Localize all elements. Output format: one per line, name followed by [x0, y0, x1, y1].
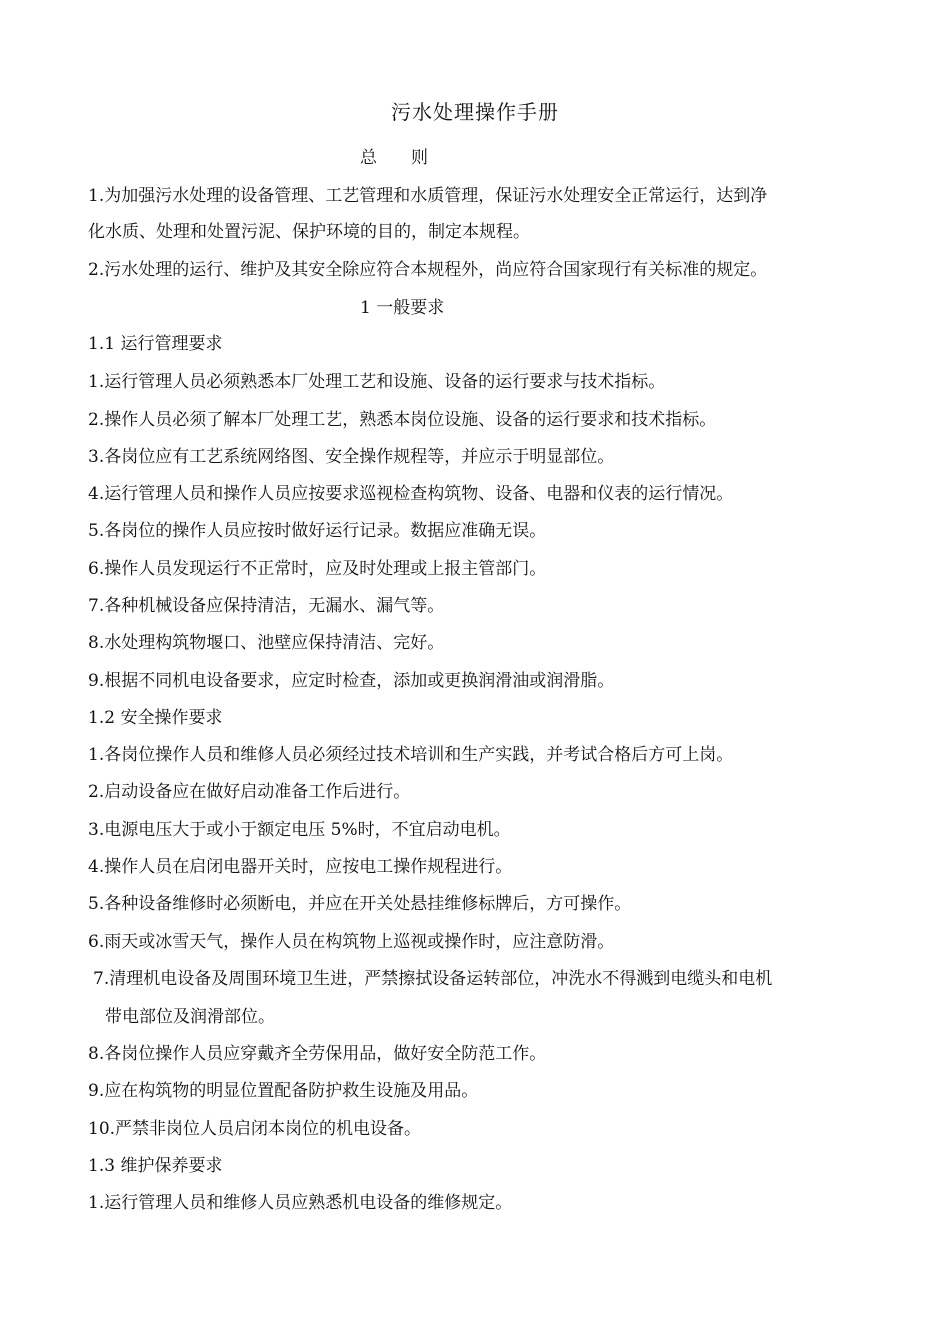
- section-1-heading: 1 一般要求: [360, 298, 445, 318]
- subsection-1-1-heading: 1.1 运行管理要求: [88, 334, 223, 354]
- list-item-1-1-6: 6.操作人员发现运行不正常时，应及时处理或上报主管部门。: [88, 559, 547, 579]
- list-item-1-1-9: 9.根据不同机电设备要求，应定时检查，添加或更换润滑油或润滑脂。: [88, 671, 615, 691]
- list-item-1-1-4: 4.运行管理人员和操作人员应按要求巡视检查构筑物、设备、电器和仪表的运行情况。: [88, 484, 734, 504]
- general-paragraph-2: 2.污水处理的运行、维护及其安全除应符合本规程外，尚应符合国家现行有关标准的规定。: [88, 260, 768, 280]
- document-title: 污水处理操作手册: [391, 100, 559, 124]
- list-item-1-1-8: 8.水处理构筑物堰口、池壁应保持清洁、完好。: [88, 633, 445, 653]
- list-item-1-2-2: 2.启动设备应在做好启动准备工作后进行。: [88, 782, 411, 802]
- list-item-1-2-4: 4.操作人员在启闭电器开关时，应按电工操作规程进行。: [88, 857, 513, 877]
- subsection-1-3-heading: 1.3 维护保养要求: [88, 1156, 223, 1176]
- list-item-1-2-8: 8.各岗位操作人员应穿戴齐全劳保用品，做好安全防范工作。: [88, 1044, 547, 1064]
- list-item-1-2-3: 3.电源电压大于或小于额定电压 5%时，不宜启动电机。: [88, 820, 511, 840]
- list-item-1-2-1: 1.各岗位操作人员和维修人员必须经过技术培训和生产实践，并考试合格后方可上岗。: [88, 745, 734, 765]
- list-item-1-2-7-line-2: 带电部位及润滑部位。: [105, 1007, 275, 1027]
- list-item-1-2-5: 5.各种设备维修时必须断电，并应在开关处悬挂维修标牌后，方可操作。: [88, 894, 632, 914]
- general-paragraph-1-line-2: 化水质、处理和处置污泥、保护环境的目的，制定本规程。: [88, 222, 530, 242]
- list-item-1-2-9: 9.应在构筑物的明显位置配备防护救生设施及用品。: [88, 1081, 479, 1101]
- list-item-1-1-1: 1.运行管理人员必须熟悉本厂处理工艺和设施、设备的运行要求与技术指标。: [88, 372, 666, 392]
- general-paragraph-1-line-1: 1.为加强污水处理的设备管理、工艺管理和水质管理，保证污水处理安全正常运行，达到净: [88, 186, 768, 206]
- list-item-1-2-6: 6.雨天或冰雪天气，操作人员在构筑物上巡视或操作时，应注意防滑。: [88, 932, 615, 952]
- list-item-1-1-3: 3.各岗位应有工艺系统网络图、安全操作规程等，并应示于明显部位。: [88, 447, 615, 467]
- subsection-1-2-heading: 1.2 安全操作要求: [88, 708, 223, 728]
- list-item-1-1-5: 5.各岗位的操作人员应按时做好运行记录。数据应准确无误。: [88, 521, 547, 541]
- list-item-1-1-7: 7.各种机械设备应保持清洁，无漏水、漏气等。: [88, 596, 445, 616]
- list-item-1-2-10: 10.严禁非岗位人员启闭本岗位的机电设备。: [88, 1119, 422, 1139]
- list-item-1-2-7-line-1: 7.清理机电设备及周围环境卫生进，严禁擦拭设备运转部位，冲洗水不得溅到电缆头和电机: [93, 969, 773, 989]
- list-item-1-3-1: 1.运行管理人员和维修人员应熟悉机电设备的维修规定。: [88, 1193, 513, 1213]
- general-heading: 总 则: [360, 148, 428, 168]
- list-item-1-1-2: 2.操作人员必须了解本厂处理工艺，熟悉本岗位设施、设备的运行要求和技术指标。: [88, 410, 717, 430]
